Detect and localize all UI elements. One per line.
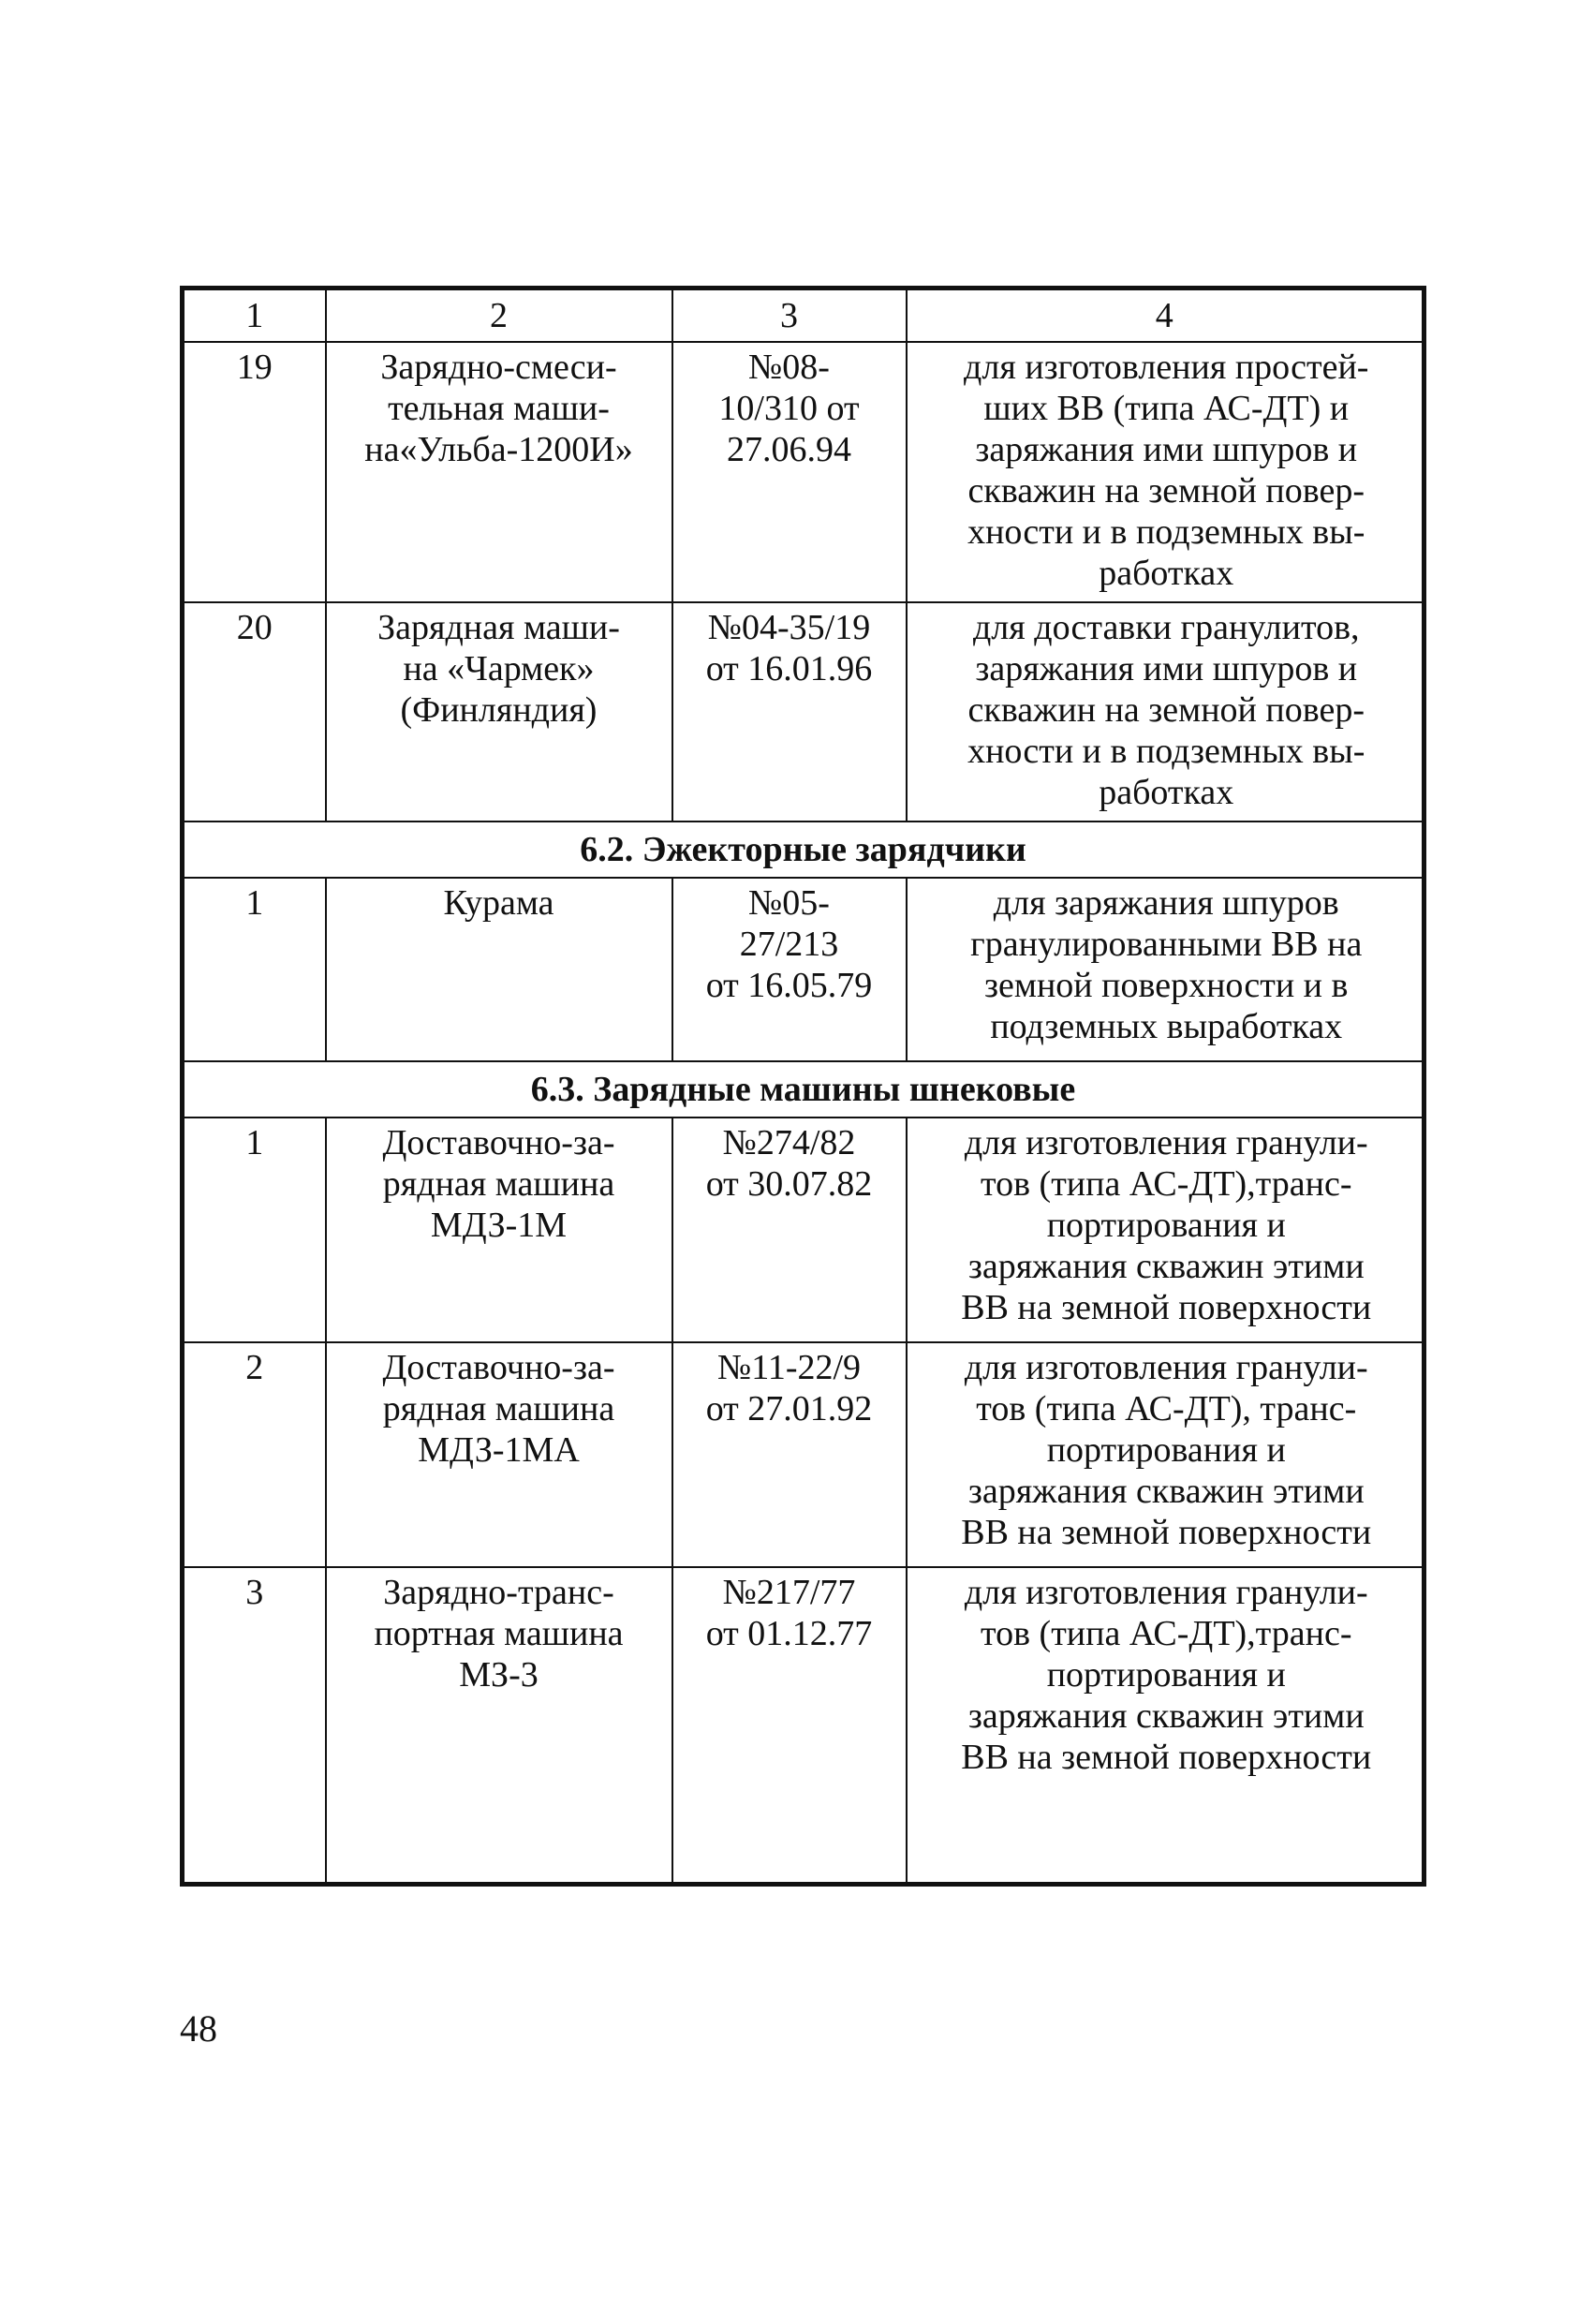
permit-number: №04-35/19 от 16.01.96 bbox=[672, 602, 907, 822]
machine-name: Доставочно-за- рядная машина МДЗ-1М bbox=[326, 1118, 672, 1342]
machine-name: Зарядная маши- на «Чармек» (Финляндия) bbox=[326, 602, 672, 822]
header-col-2: 2 bbox=[326, 289, 672, 343]
table-row bbox=[183, 602, 1424, 822]
row-number: 2 bbox=[183, 1342, 326, 1567]
purpose-description: для изготовления простей- ших ВВ (типа АС-ДТ) и заряжания ими шпуров и скважин на земной повер- хности и в подземных вы- работках bbox=[907, 342, 1424, 602]
table-row bbox=[183, 342, 1424, 602]
machine-name: Зарядно-транс- портная машина МЗ-3 bbox=[326, 1567, 672, 1884]
purpose-description: для изготовления гранули- тов (типа АС-ДТ), транс- портирования и заряжания скважин этими ВВ на земной поверхности bbox=[907, 1342, 1424, 1567]
table-row bbox=[183, 1567, 1424, 1884]
header-col-1: 1 bbox=[183, 289, 326, 343]
purpose-description: для изготовления гранули- тов (типа АС-ДТ),транс- портирования и заряжания скважин этими ВВ на земной поверхности bbox=[907, 1567, 1424, 1884]
permit-number: №217/77 от 01.12.77 bbox=[672, 1567, 907, 1884]
table-row bbox=[183, 878, 1424, 1061]
row-number: 3 bbox=[183, 1567, 326, 1884]
machine-name: Курама bbox=[326, 878, 672, 1061]
purpose-description: для изготовления гранули- тов (типа АС-ДТ),транс- портирования и заряжания скважин этими ВВ на земной поверхности bbox=[907, 1118, 1424, 1342]
permit-number: №274/82 от 30.07.82 bbox=[672, 1118, 907, 1342]
section-heading-row bbox=[183, 822, 1424, 878]
page-number: 48 bbox=[180, 2007, 217, 2050]
table-header-row bbox=[183, 289, 1424, 343]
section-heading: 6.2. Эжекторные зарядчики bbox=[183, 822, 1424, 878]
header-col-4: 4 bbox=[907, 289, 1424, 343]
table-row bbox=[183, 1118, 1424, 1342]
row-number: 19 bbox=[183, 342, 326, 602]
header-col-3: 3 bbox=[672, 289, 907, 343]
section-heading-row bbox=[183, 1061, 1424, 1118]
permit-number: №08- 10/310 от 27.06.94 bbox=[672, 342, 907, 602]
permit-number: №11-22/9 от 27.01.92 bbox=[672, 1342, 907, 1567]
table-row bbox=[183, 1342, 1424, 1567]
purpose-description: для заряжания шпуров гранулированными ВВ на земной поверхности и в подземных выработках bbox=[907, 878, 1424, 1061]
section-heading: 6.3. Зарядные машины шнековые bbox=[183, 1061, 1424, 1118]
row-number: 1 bbox=[183, 1118, 326, 1342]
permit-number: №05- 27/213 от 16.05.79 bbox=[672, 878, 907, 1061]
row-number: 1 bbox=[183, 878, 326, 1061]
row-number: 20 bbox=[183, 602, 326, 822]
machine-name: Зарядно-смеси- тельная маши- на«Ульба-1200И» bbox=[326, 342, 672, 602]
equipment-table bbox=[180, 286, 1426, 1887]
purpose-description: для доставки гранулитов, заряжания ими шпуров и скважин на земной повер- хности и в подземных вы- работках bbox=[907, 602, 1424, 822]
machine-name: Доставочно-за- рядная машина МДЗ-1МА bbox=[326, 1342, 672, 1567]
